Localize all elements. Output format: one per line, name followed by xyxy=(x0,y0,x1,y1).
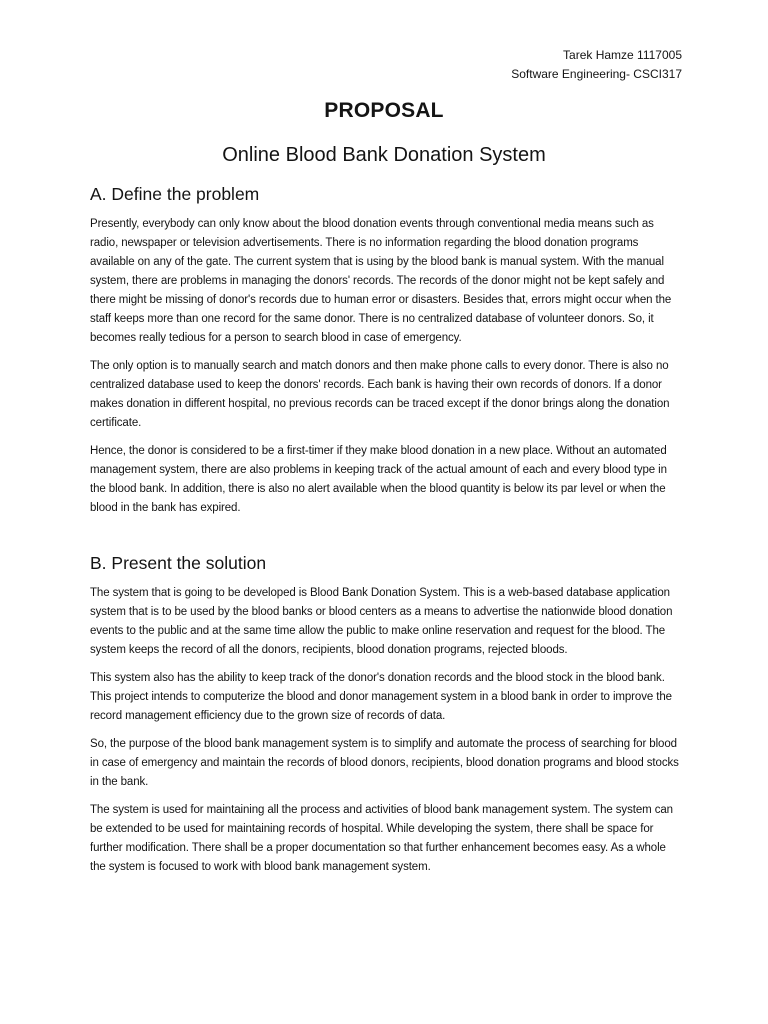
section-define-problem xyxy=(90,182,680,527)
paragraph: The system that is going to be developed is Blood Bank Donation System. This is a web-based database application system that is to be used by the blood banks or blood centers as a means to advertise the nationwide blood donation events to the public and at the same time allow the public to make online reservation and request for the blood. The system keeps the record of all the donors, recipients, blood donation programs, rejected bloods. xyxy=(90,587,673,656)
section-present-solution xyxy=(90,551,680,886)
author-block xyxy=(511,46,682,84)
section-heading: B. Present the solution xyxy=(90,553,267,573)
document-title: PROPOSAL xyxy=(324,99,444,122)
paragraph: The only option is to manually search and match donors and then make phone calls to every donor. There is also no centralized database used to keep the donors' records. Each bank is having their own records of donors. If a donor makes donation in different hospital, no previous records can be traced except if the donor brings along the donation certificate. xyxy=(90,360,670,429)
paragraph: The system is used for maintaining all the process and activities of blood bank management system. The system can be extended to be used for maintaining records of hospital. While developing the system, there shall be space for further modification. There shall be a proper documentation so that further enhancement becomes easy. As a whole the system is focused to work with blood bank management system. xyxy=(90,804,673,873)
section-heading: A. Define the problem xyxy=(90,184,260,204)
paragraph: Hence, the donor is considered to be a first-timer if they make blood donation in a new place. Without an automated management system, there are also problems in keeping track of the actual amount of each and every blood type in the blood bank. In addition, there is also no alert available when the blood quantity is below its par level or when the blood in the bank has expired. xyxy=(90,445,667,514)
course-name: Software Engineering- CSCI317 xyxy=(511,67,682,81)
author-name: Tarek Hamze 1117005 xyxy=(563,48,682,62)
document-subtitle: Online Blood Bank Donation System xyxy=(222,144,546,166)
paragraph: This system also has the ability to keep track of the donor's donation records and the blood stock in the blood bank. This project intends to computerize the blood and donor management system in a blood bank in order to improve the record management efficiency due to the grown size of records of data. xyxy=(90,672,672,722)
paragraph: So, the purpose of the blood bank management system is to simplify and automate the process of searching for blood in case of emergency and maintain the records of blood donors, recipients, blood donation programs and blood stocks in the bank. xyxy=(90,738,679,788)
paragraph: Presently, everybody can only know about the blood donation events through conventional media means such as radio, newspaper or television advertisements. There is no information regarding the blood donation programs available on any of the gate. The current system that is using by the blood bank is manual system. With the manual system, there are problems in managing the donors' records. The records of the donor might not be kept safely and there might be missing of donor's records due to human error or disasters. Besides that, errors might occur when the staff keeps more than one record for the same donor. There is no centralized database of volunteer donors. So, it becomes really tedious for a person to search blood in case of emergency. xyxy=(90,218,672,344)
